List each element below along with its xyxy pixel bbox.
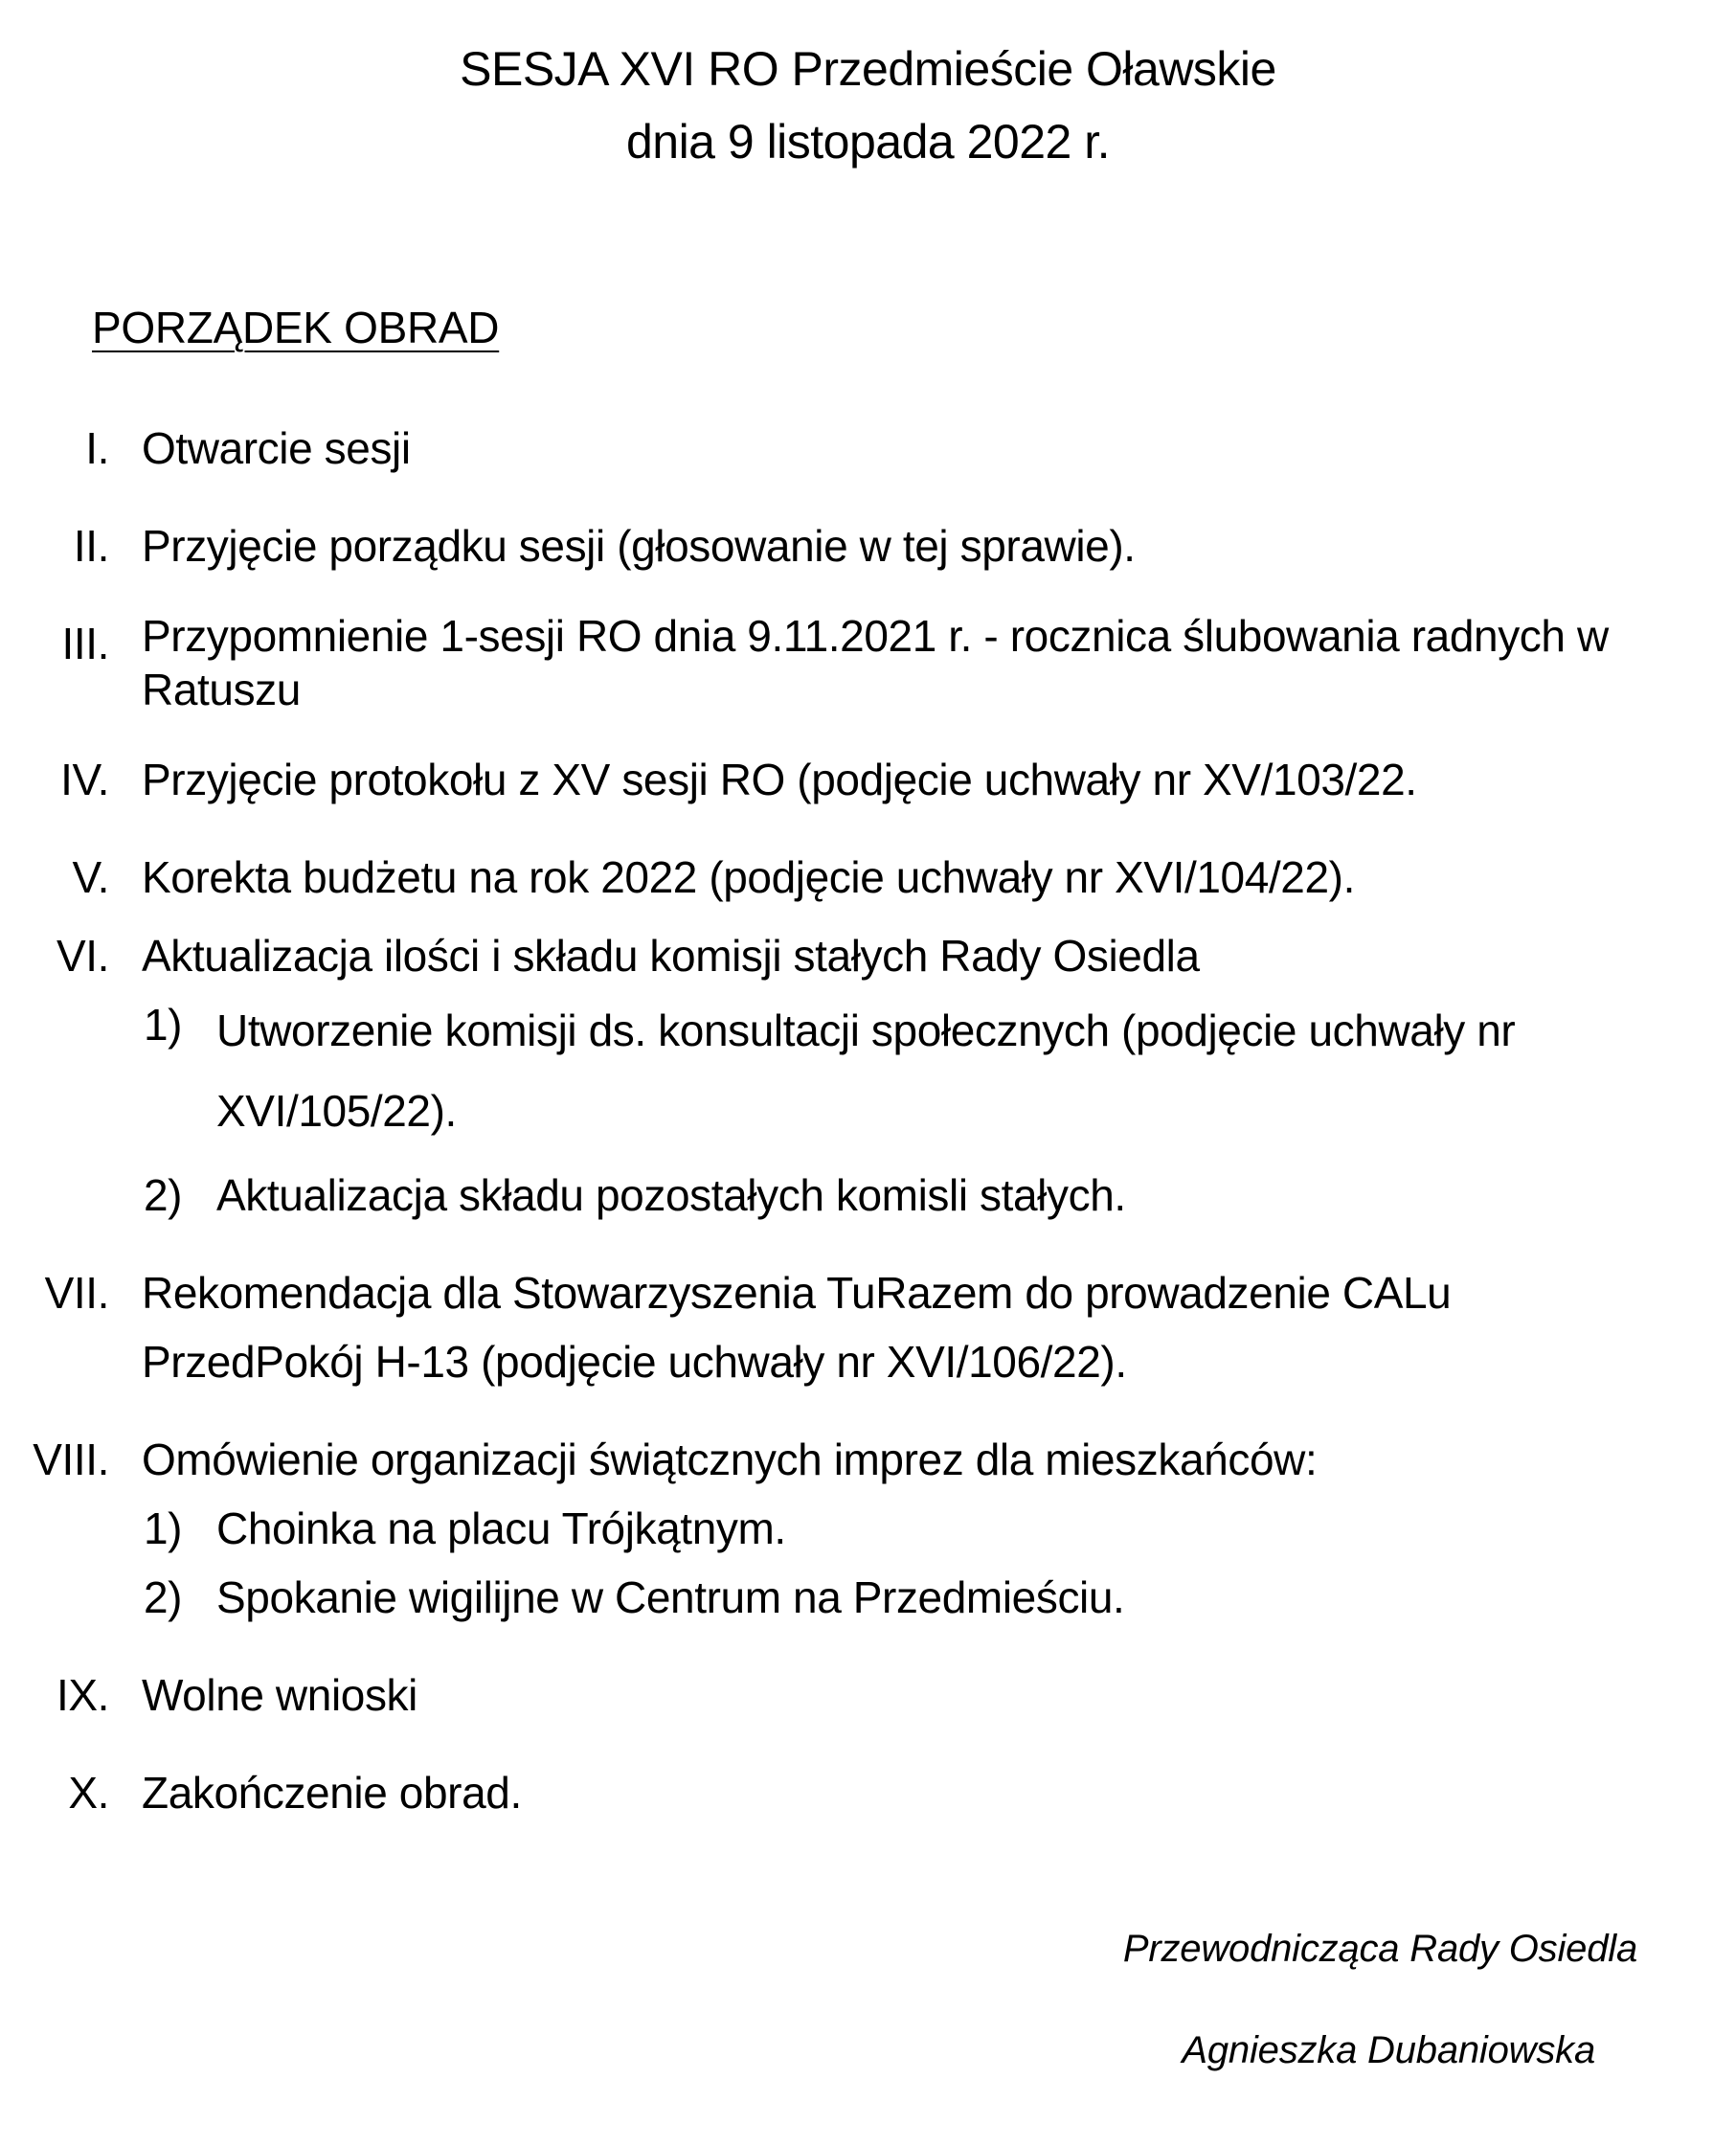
agenda-item-text: Omówienie organizacji świątcznych imprez dla mieszkańców:	[142, 1435, 1318, 1484]
agenda-numeral: VII.	[44, 1268, 109, 1318]
title-line-date: dnia 9 listopada 2022 r.	[625, 115, 1111, 169]
agenda-item-3	[0, 609, 1736, 716]
agenda-item-text: Korekta budżetu na rok 2022 (podjęcie uchwały nr XVI/104/22).	[142, 852, 1355, 902]
agenda-item-text: Przyjęcie porządku sesji (głosowanie w tej sprawie).	[142, 521, 1136, 571]
agenda-subitem-number: 1)	[144, 1000, 183, 1050]
agenda-list	[0, 414, 1736, 1856]
agenda-item-text: Aktualizacja ilości i składu komisji stałych Rady Osiedla	[142, 931, 1200, 981]
agenda-subitem-text: Spokanie wigilijne w Centrum na Przedmieściu.	[216, 1572, 1125, 1622]
agenda-numeral: IV.	[60, 755, 109, 804]
agenda-heading: PORZĄDEK OBRAD	[92, 303, 500, 352]
agenda-numeral: VI.	[56, 931, 109, 981]
agenda-item-5	[0, 843, 1736, 912]
agenda-subitem-6-1	[142, 990, 1736, 1151]
agenda-numeral: IX.	[56, 1670, 109, 1720]
agenda-sublist	[142, 1494, 1736, 1632]
agenda-subitem-number: 2)	[144, 1572, 183, 1622]
agenda-item-8	[0, 1425, 1736, 1632]
agenda-numeral: X.	[68, 1768, 109, 1818]
agenda-numeral: V.	[72, 852, 109, 902]
agenda-item-2	[0, 511, 1736, 580]
signatory-role: Przewodnicząca Rady Osiedla	[1122, 1928, 1637, 1970]
agenda-subitem-6-2	[142, 1161, 1736, 1230]
title-line-session: SESJA XVI RO Przedmieście Oławskie	[460, 42, 1276, 96]
agenda-numeral: III.	[61, 619, 109, 668]
agenda-sublist	[142, 990, 1736, 1230]
signature-block	[958, 1925, 1647, 2074]
agenda-subitem-8-2	[142, 1563, 1736, 1632]
agenda-item-9	[0, 1661, 1736, 1729]
agenda-item-text: Wolne wnioski	[142, 1670, 417, 1720]
agenda-item-7	[0, 1258, 1736, 1396]
agenda-item-1	[0, 414, 1736, 483]
agenda-subitem-text: Utworzenie komisji ds. konsultacji społecznych (podjęcie uchwały nr XVI/105/22).	[216, 1006, 1516, 1136]
agenda-numeral: I.	[85, 423, 109, 473]
agenda-subitem-text: Choinka na placu Trójkątnym.	[216, 1503, 786, 1553]
agenda-item-text: Zakończenie obrad.	[142, 1768, 522, 1818]
agenda-subitem-number: 1)	[144, 1503, 183, 1553]
signatory-name: Agnieszka Dubaniowska	[1182, 2029, 1595, 2071]
agenda-subitem-number: 2)	[144, 1170, 183, 1220]
agenda-item-text: Przypomnienie 1-sesji RO dnia 9.11.2021 r. - rocznica ślubowania radnych w Ratuszu	[142, 611, 1609, 714]
agenda-subitem-8-1	[142, 1494, 1736, 1563]
document-title	[0, 33, 1736, 178]
agenda-numeral: II.	[73, 521, 109, 571]
agenda-item-text: Rekomendacja dla Stowarzyszenia TuRazem do prowadzenie CALu PrzedPokój H-13 (podjęcie uchwały nr XVI/106/22).	[142, 1268, 1452, 1387]
agenda-item-text: Otwarcie sesji	[142, 423, 411, 473]
agenda-item-text: Przyjęcie protokołu z XV sesji RO (podjęcie uchwały nr XV/103/22.	[142, 755, 1417, 804]
agenda-item-4	[0, 745, 1736, 814]
agenda-item-6	[0, 921, 1736, 1230]
agenda-item-10	[0, 1758, 1736, 1827]
agenda-numeral: VIII.	[33, 1435, 109, 1484]
agenda-subitem-text: Aktualizacja składu pozostałych komisli stałych.	[216, 1170, 1126, 1220]
